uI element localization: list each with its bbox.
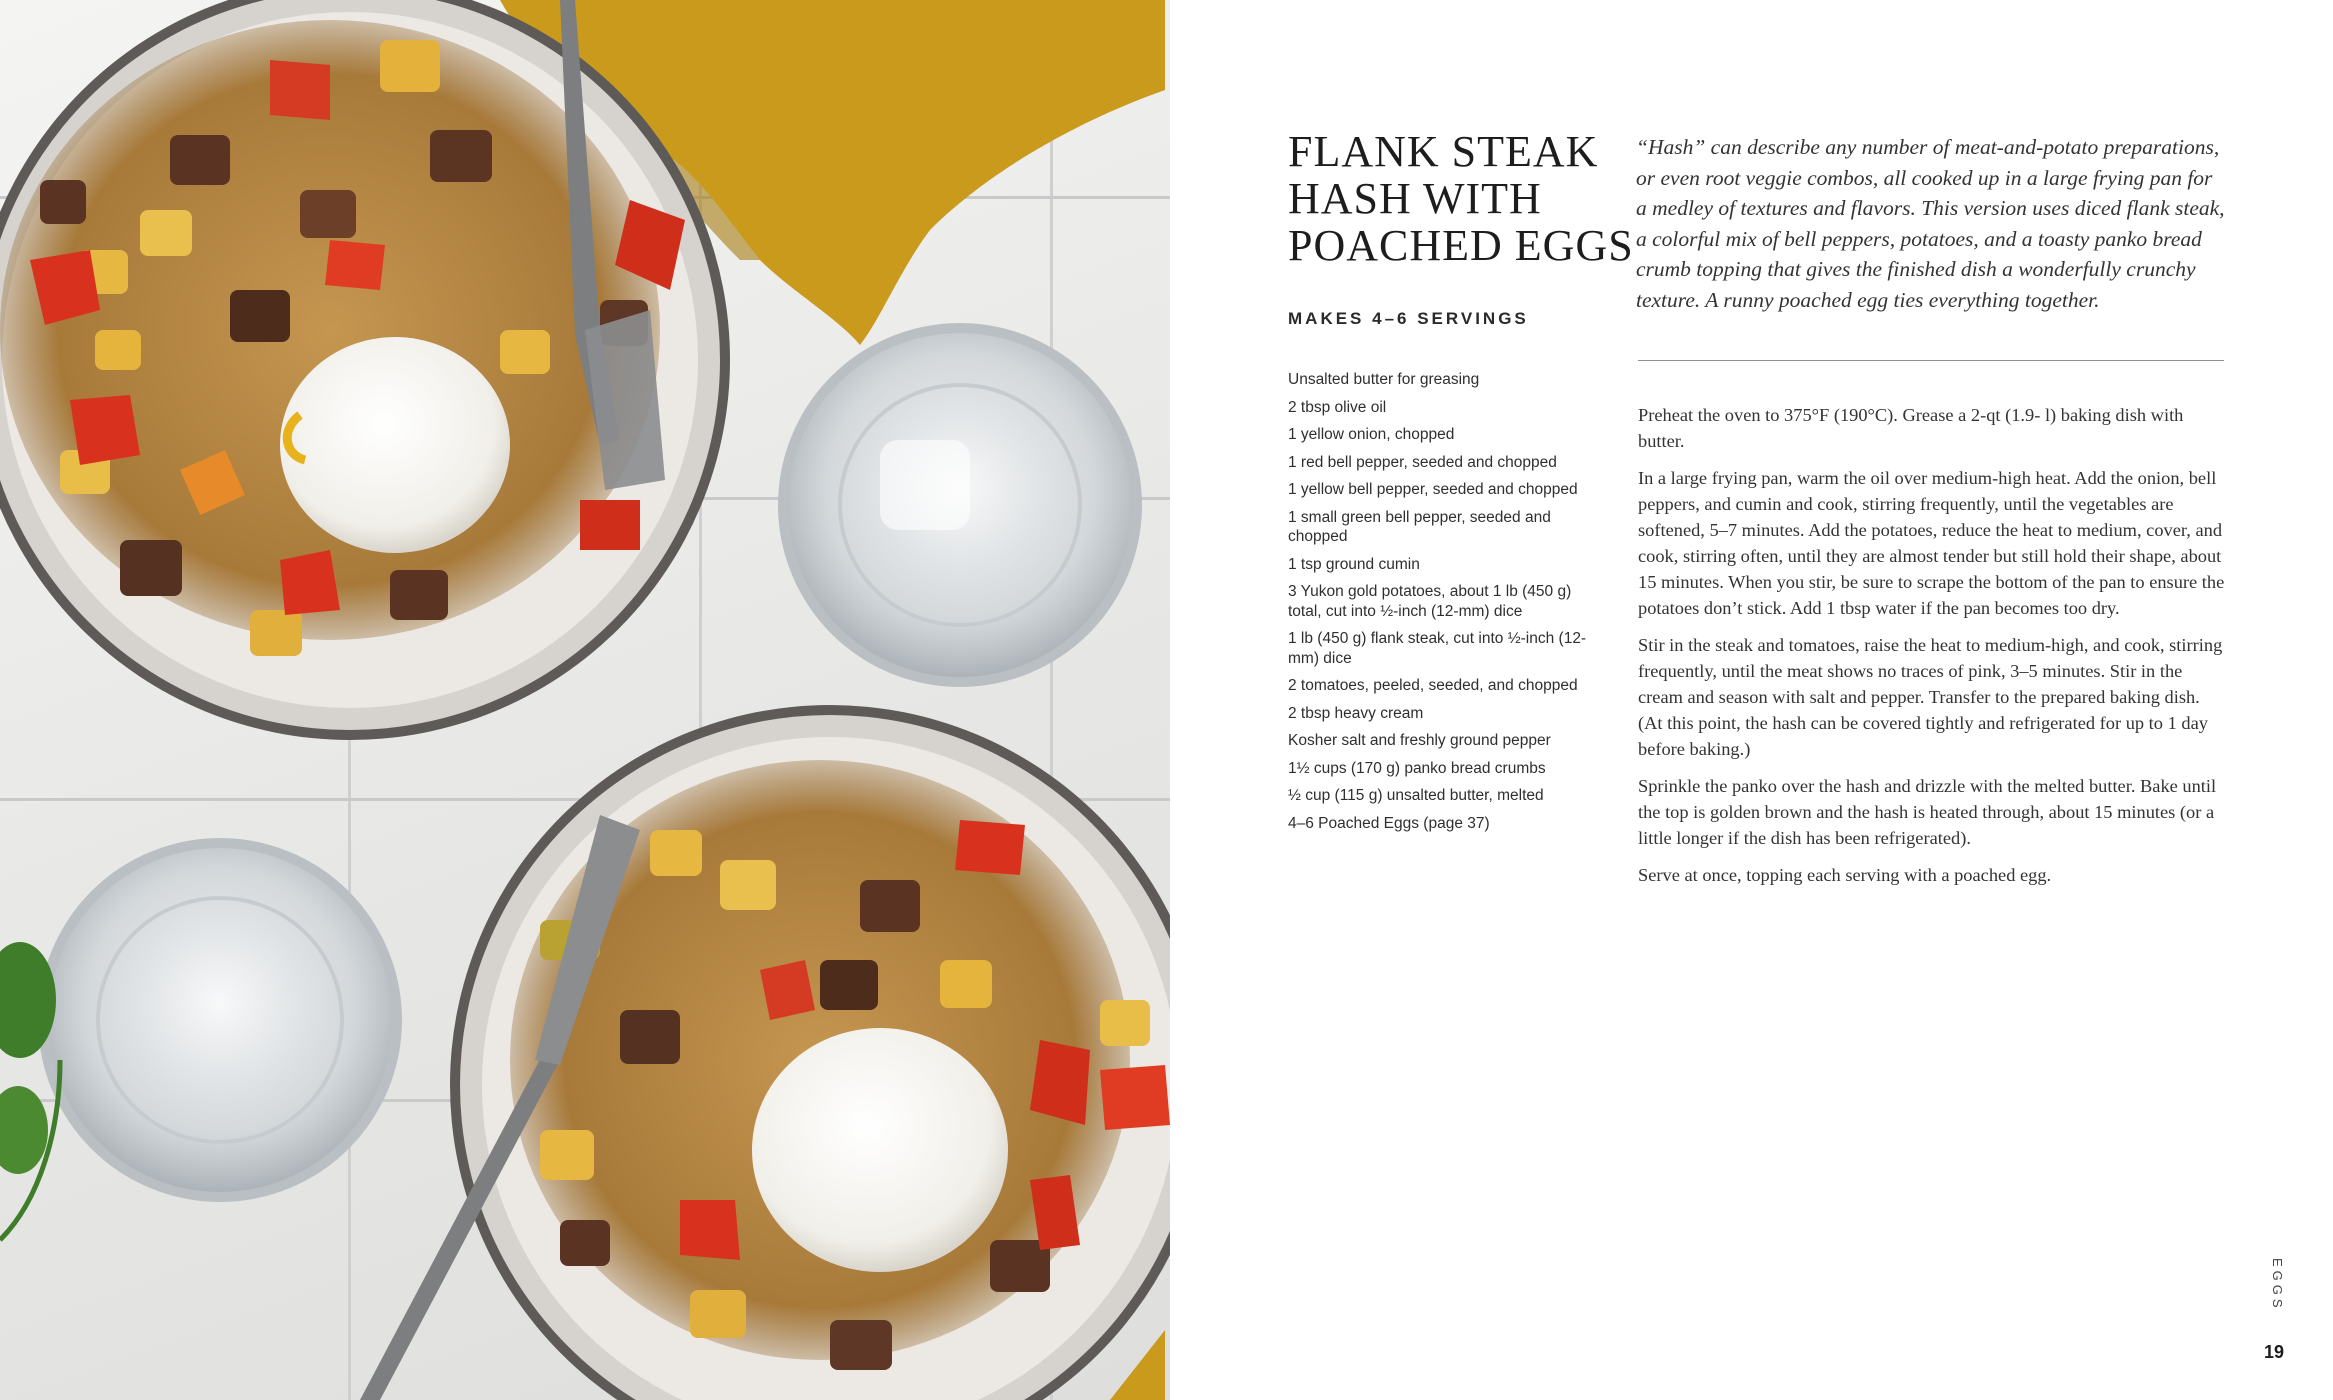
ingredients-list [1288, 370, 1588, 841]
bottom-plate [360, 705, 1170, 1400]
recipe-yield: MAKES 4–6 SERVINGS [1288, 309, 1529, 328]
ingredient-item: 1 tsp ground cumin [1288, 555, 1420, 573]
ingredient-item: 2 tomatoes, peeled, seeded, and chopped [1288, 677, 1578, 694]
ingredient-item: 4–6 Poached Eggs (page 37) [1288, 814, 1490, 832]
method-paragraph: Serve at once, topping each serving with a poached egg. [1638, 865, 2052, 885]
ingredient-item: Unsalted butter for greasing [1288, 371, 1480, 388]
ingredient-item: 1 red bell pepper, seeded and chopped [1288, 453, 1557, 471]
recipe-intro: “Hash” can describe any number of meat-and-potato preparations, or even root veggie combos, all cooked up in a large frying pan for a medley of textures and flavors. This version uses diced flank steak, a colorful mix of bell peppers, potatoes, and a toasty panko bread crumb topping that gives the finished dish a wonderfully crunchy texture. A runny poached egg ties everything together. [1636, 135, 2225, 312]
top-plate [0, 0, 730, 740]
page-number: 19 [2264, 1342, 2285, 1362]
divider-rule [1638, 360, 2224, 361]
ingredient-item: 3 Yukon gold potatoes, about 1 lb (450 g) total, cut into ½-inch (12-mm) dice [1288, 583, 1572, 620]
recipe-title: FLANK STEAK HASH WITH POACHED EGGS [1288, 127, 1634, 270]
ingredient-item: Kosher salt and freshly ground pepper [1288, 732, 1551, 749]
ingredient-item: 1 lb (450 g) flank steak, cut into ½-inch (12-mm) dice [1288, 630, 1587, 667]
method-paragraph: Sprinkle the panko over the hash and drizzle with the melted butter. Bake until the top is golden brown and the hash is heated through, about 15 minutes (or a little longer if the dish has been refrigerated). [1638, 776, 2217, 848]
ingredient-item: 1 yellow bell pepper, seeded and chopped [1288, 481, 1578, 498]
section-label: EGGS [2270, 1258, 2285, 1312]
herb-garnish [0, 942, 60, 1240]
method-paragraph: In a large frying pan, warm the oil over medium-high heat. Add the onion, bell peppers, and cumin and cook, stirring frequently, until the vegetables are softened, 5–7 minutes. Add the potatoes, reduce the heat to medium, cover, and cook, stirring often, until they are almost tender but still hold their shape, about 15 minutes. When you stir, be sure to scrape the bottom of the pan to ensure the potatoes don’t stick. Add 1 tbsp water if the pan becomes too dry. [1638, 468, 2225, 618]
ingredient-item: ½ cup (115 g) unsalted butter, melted [1288, 787, 1544, 804]
ingredient-item: 2 tbsp heavy cream [1288, 704, 1424, 722]
top-glass [778, 323, 1142, 687]
ingredient-item: 1 yellow onion, chopped [1288, 426, 1455, 443]
ingredient-item: 2 tbsp olive oil [1288, 398, 1387, 416]
method-paragraph: Preheat the oven to 375°F (190°C). Grease a 2-qt (1.9- l) baking dish with butter. [1638, 405, 2184, 451]
method-paragraph: Stir in the steak and tomatoes, raise the heat to medium-high, and cook, stirring frequently, until the meat shows no traces of pink, 3–5 minutes. Stir in the cream and season with salt and pepper. Transfer to the prepared baking dish. (At this point, the hash can be covered tightly and refrigerated for up to 1 day before baking.) [1638, 635, 2223, 759]
ingredient-item: 1 small green bell pepper, seeded and chopped [1288, 508, 1551, 545]
ingredient-item: 1½ cups (170 g) panko bread crumbs [1288, 759, 1546, 777]
method-steps [1638, 402, 2228, 899]
bottom-glass [38, 838, 402, 1202]
